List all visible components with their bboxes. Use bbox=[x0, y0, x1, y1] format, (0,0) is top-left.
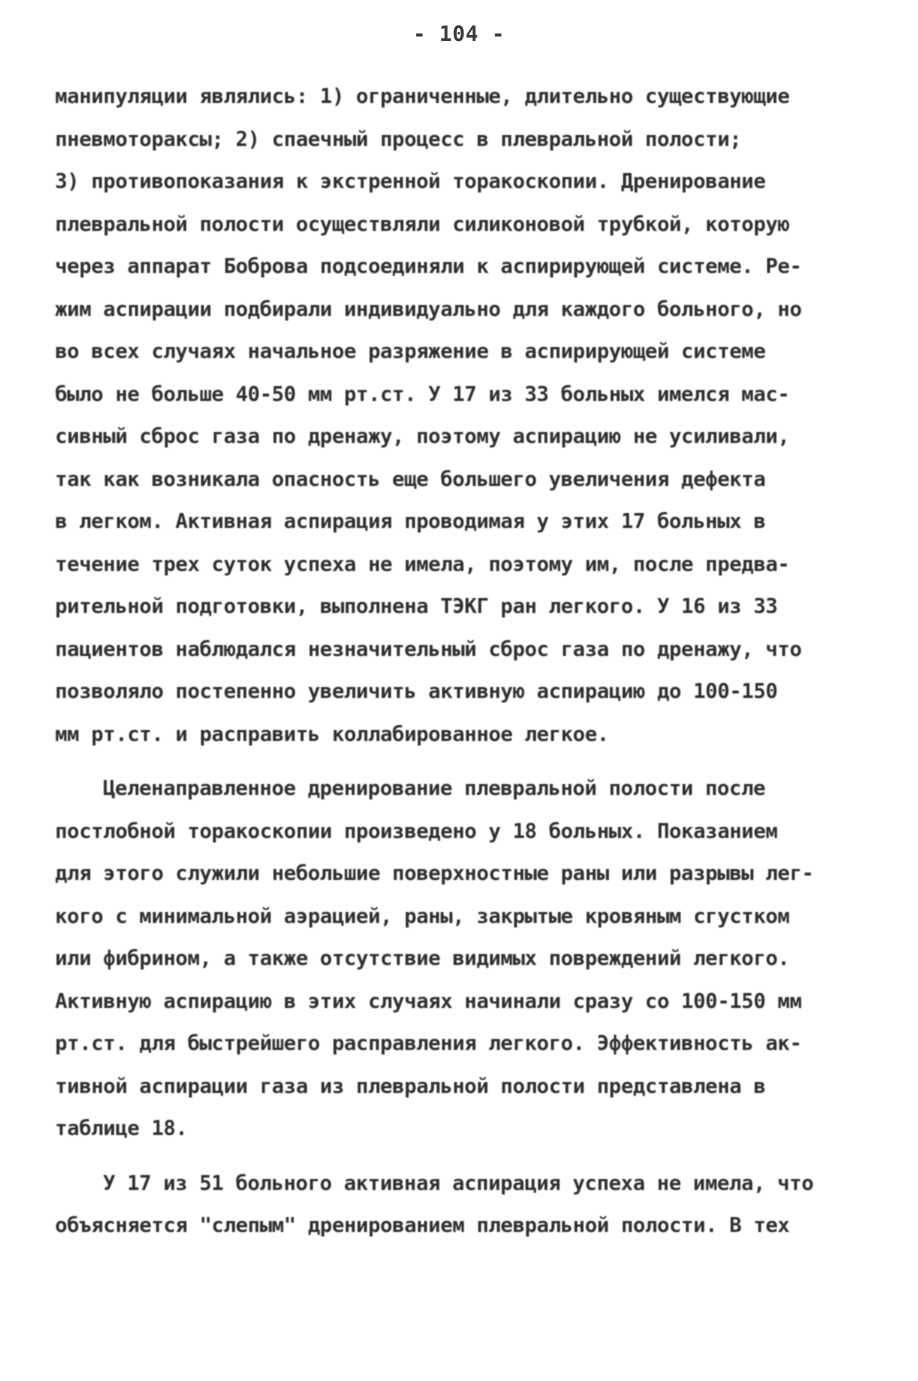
text-line: так как возникала опасность еще большего увеличения дефекта bbox=[55, 466, 766, 491]
text-line: тивной аспирации газа из плевральной полости представлена в bbox=[55, 1073, 766, 1098]
text-line: было не больше 40-50 мм рт.ст. У 17 из 33 больных имелся мас- bbox=[55, 381, 790, 406]
page-number: - 104 - bbox=[412, 22, 505, 46]
text-line: жим аспирации подбирали индивидуально для каждого больного, но bbox=[55, 296, 802, 321]
text-line: через аппарат Боброва подсоединяли к аспирирующей системе. Ре- bbox=[55, 254, 802, 278]
text-line: Активную аспирацию в этих случаях начинали сразу со 100-150 мм bbox=[55, 988, 802, 1013]
text-line: Целенаправленное дренирование плевральной полости после bbox=[103, 776, 766, 800]
text-line: объясняется "слепым" дренированием плевральной полости. В тех bbox=[55, 1213, 790, 1237]
text-line: кого с минимальной аэрацией, раны, закрытые кровяным сгустком bbox=[55, 903, 790, 928]
paragraph-3 bbox=[55, 1162, 870, 1247]
paragraph-2 bbox=[55, 767, 870, 1150]
text-line: плевральной полости осуществляли силиконовой трубкой, которую bbox=[55, 211, 790, 236]
text-line: позволяло постепенно увеличить активную аспирацию до 100-150 bbox=[55, 679, 778, 703]
paragraph-spacer bbox=[55, 1150, 870, 1162]
text-line: рительной подготовки, выполнена ТЭКГ ран легкого. У 16 из 33 bbox=[55, 594, 778, 618]
text-line: пациентов наблюдался незначительный сброс газа по дренажу, что bbox=[55, 636, 802, 661]
text-line: сивный сброс газа по дренажу, поэтому аспирацию не усиливали, bbox=[55, 424, 790, 448]
text-line: или фибрином, а также отсутствие видимых повреждений легкого. bbox=[55, 946, 790, 970]
text-line: постлобной торакоскопии произведено у 18 больных. Показанием bbox=[55, 818, 778, 843]
text-line: в легком. Активная аспирация проводимая у этих 17 больных в bbox=[55, 509, 766, 533]
text-line: течение трех суток успеха не имела, поэтому им, после предва- bbox=[55, 551, 790, 576]
body-text bbox=[55, 75, 870, 1247]
text-line: во всех случаях начальное разряжение в аспирирующей системе bbox=[55, 339, 766, 363]
text-line: У 17 из 51 больного активная аспирация успеха не имела, что bbox=[103, 1170, 814, 1195]
text-line: мм рт.ст. и расправить коллабированное легкое. bbox=[55, 721, 609, 746]
text-line: манипуляции являлись: 1) ограниченные, длительно существующие bbox=[55, 84, 790, 108]
paragraph-1 bbox=[55, 75, 870, 755]
text-line: пневмотораксы; 2) спаечный процесс в плевральной полости; bbox=[55, 126, 742, 151]
text-line: для этого служили небольшие поверхностные раны или разрывы лег- bbox=[55, 861, 814, 885]
text-line: таблице 18. bbox=[55, 1116, 188, 1140]
text-line: рт.ст. для быстрейшего расправления легкого. Эффективность ак- bbox=[55, 1031, 802, 1055]
paragraph-spacer bbox=[55, 755, 870, 767]
text-line: 3) противопоказания к экстренной торакоскопии. Дренирование bbox=[55, 169, 766, 193]
